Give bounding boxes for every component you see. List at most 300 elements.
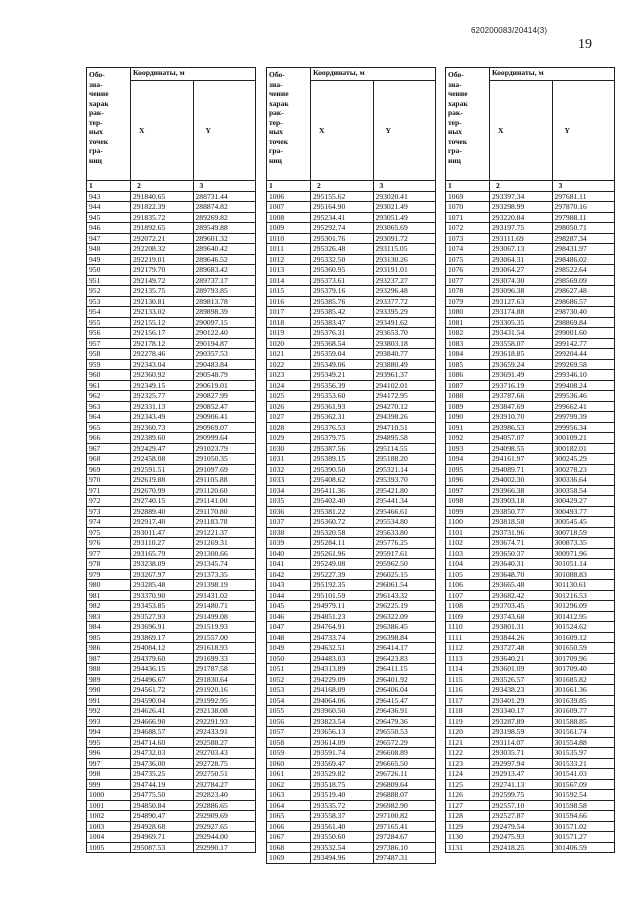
y-coordinate: 299204.44 <box>552 349 615 360</box>
point-id: 1064 <box>267 800 311 811</box>
column-number: 3 <box>373 181 436 192</box>
point-id: 1069 <box>446 191 490 202</box>
y-coordinate: 293115.05 <box>373 244 436 255</box>
x-coordinate: 293535.72 <box>311 800 374 811</box>
point-id: 1053 <box>267 685 311 696</box>
point-id: 981 <box>87 590 131 601</box>
y-coordinate: 298486.02 <box>552 254 615 265</box>
y-coordinate: 292291.93 <box>193 716 256 727</box>
point-id: 1082 <box>446 328 490 339</box>
table-row <box>267 590 436 601</box>
x-coordinate: 295326.48 <box>311 244 374 255</box>
table-row <box>267 548 436 559</box>
x-coordinate: 294850.84 <box>131 800 194 811</box>
table-row <box>87 475 256 486</box>
x-coordinate: 295292.74 <box>311 223 374 234</box>
column-number: 2 <box>490 181 553 192</box>
table-row <box>267 643 436 654</box>
point-id: 1016 <box>267 296 311 307</box>
point-id: 1028 <box>267 422 311 433</box>
table-row <box>87 380 256 391</box>
y-coordinate: 292886.65 <box>193 800 256 811</box>
table-row <box>267 601 436 612</box>
table-row <box>446 769 615 780</box>
y-coordinate: 292784.27 <box>193 779 256 790</box>
x-coordinate: 295332.50 <box>311 254 374 265</box>
point-id: 1034 <box>267 485 311 496</box>
y-coordinate: 292433.91 <box>193 727 256 738</box>
x-coordinate: 293648.70 <box>490 569 553 580</box>
y-header: Y <box>552 81 615 181</box>
point-id: 952 <box>87 286 131 297</box>
point-id: 985 <box>87 632 131 643</box>
table-row <box>87 338 256 349</box>
point-id: 988 <box>87 664 131 675</box>
table-row <box>267 569 436 580</box>
y-coordinate: 298686.57 <box>552 296 615 307</box>
y-coordinate: 293803.18 <box>373 338 436 349</box>
point-id: 1051 <box>267 664 311 675</box>
point-id: 1010 <box>267 233 311 244</box>
point-id: 1116 <box>446 685 490 696</box>
x-coordinate: 293198.59 <box>490 727 553 738</box>
x-coordinate: 292889.40 <box>131 506 194 517</box>
x-coordinate: 295320.58 <box>311 527 374 538</box>
table-row <box>87 506 256 517</box>
y-coordinate: 296436.91 <box>373 706 436 717</box>
y-coordinate: 301685.82 <box>552 674 615 685</box>
y-coordinate: 301709.40 <box>552 664 615 675</box>
x-coordinate: 291835.72 <box>131 212 194 223</box>
table-row <box>446 569 615 580</box>
x-coordinate: 293903.18 <box>490 496 553 507</box>
table-row <box>267 202 436 213</box>
x-coordinate: 292527.87 <box>490 811 553 822</box>
y-coordinate: 293296.48 <box>373 286 436 297</box>
point-id: 1062 <box>267 779 311 790</box>
x-coordinate: 293453.85 <box>131 601 194 612</box>
point-id: 949 <box>87 254 131 265</box>
y-coordinate: 291992.95 <box>193 695 256 706</box>
y-coordinate: 299799.39 <box>552 412 615 423</box>
point-id: 1065 <box>267 811 311 822</box>
y-header: Y <box>193 81 256 181</box>
y-coordinate: 293395.29 <box>373 307 436 318</box>
table-row <box>87 275 256 286</box>
point-id: 989 <box>87 674 131 685</box>
table-row <box>446 559 615 570</box>
x-coordinate: 293370.90 <box>131 590 194 601</box>
point-id: 1035 <box>267 496 311 507</box>
table-row <box>267 485 436 496</box>
y-coordinate: 293840.77 <box>373 349 436 360</box>
y-coordinate: 291141.00 <box>193 496 256 507</box>
y-coordinate: 293020.41 <box>373 191 436 202</box>
x-coordinate: 293966.38 <box>490 485 553 496</box>
y-coordinate: 291120.60 <box>193 485 256 496</box>
y-coordinate: 294398.26 <box>373 412 436 423</box>
y-coordinate: 291499.08 <box>193 611 256 622</box>
x-coordinate: 291892.65 <box>131 223 194 234</box>
y-coordinate: 289813.78 <box>193 296 256 307</box>
y-coordinate: 291269.31 <box>193 538 256 549</box>
x-coordinate: 293340.17 <box>490 706 553 717</box>
point-id: 1085 <box>446 359 490 370</box>
table-row <box>267 443 436 454</box>
point-label-header: Обо- зна- чение харак рак- тер- ных точек гра- ниц <box>87 68 131 181</box>
point-id: 1039 <box>267 538 311 549</box>
x-coordinate: 295373.61 <box>311 275 374 286</box>
x-coordinate: 295402.40 <box>311 496 374 507</box>
table-row <box>267 412 436 423</box>
y-coordinate: 298869.84 <box>552 317 615 328</box>
y-coordinate: 291431.02 <box>193 590 256 601</box>
point-id: 1006 <box>267 191 311 202</box>
y-coordinate: 296888.07 <box>373 790 436 801</box>
table-row <box>87 212 256 223</box>
point-id: 997 <box>87 758 131 769</box>
table-row <box>87 349 256 360</box>
table-row <box>267 307 436 318</box>
y-coordinate: 292588.27 <box>193 737 256 748</box>
x-header: X <box>311 81 374 181</box>
y-coordinate: 299346.10 <box>552 370 615 381</box>
y-coordinate: 299269.58 <box>552 359 615 370</box>
x-coordinate: 294979.11 <box>311 601 374 612</box>
x-coordinate: 295411.36 <box>311 485 374 496</box>
y-coordinate: 300182.01 <box>552 443 615 454</box>
table-row <box>446 433 615 444</box>
table-row <box>267 580 436 591</box>
x-coordinate: 295261.96 <box>311 548 374 559</box>
table-row <box>446 622 615 633</box>
y-coordinate: 296726.11 <box>373 769 436 780</box>
point-id: 1025 <box>267 391 311 402</box>
point-id: 1046 <box>267 611 311 622</box>
point-id: 1048 <box>267 632 311 643</box>
table-row <box>446 716 615 727</box>
y-coordinate: 296414.17 <box>373 643 436 654</box>
point-id: 1104 <box>446 559 490 570</box>
point-id: 1075 <box>446 254 490 265</box>
point-id: 1036 <box>267 506 311 517</box>
table-row <box>446 790 615 801</box>
document-code: 620200083/20414(3) <box>471 26 548 35</box>
x-coordinate: 292278.46 <box>131 349 194 360</box>
y-coordinate: 295962.50 <box>373 559 436 570</box>
header-row <box>267 68 436 81</box>
point-id: 1031 <box>267 454 311 465</box>
y-coordinate: 289601.32 <box>193 233 256 244</box>
x-coordinate: 292343.04 <box>131 359 194 370</box>
y-coordinate: 297284.67 <box>373 832 436 843</box>
coordinates-table-3 <box>445 67 615 853</box>
table-row <box>267 632 436 643</box>
y-coordinate: 301609.12 <box>552 632 615 643</box>
table-row <box>267 811 436 822</box>
y-coordinate: 300245.29 <box>552 454 615 465</box>
y-coordinate: 291830.64 <box>193 674 256 685</box>
point-id: 1087 <box>446 380 490 391</box>
page-number: 19 <box>578 37 592 52</box>
table-row <box>87 265 256 276</box>
x-header: X <box>131 81 194 181</box>
table-row <box>267 559 436 570</box>
x-coordinate: 294057.07 <box>490 433 553 444</box>
point-id: 946 <box>87 223 131 234</box>
x-coordinate: 294851.23 <box>311 611 374 622</box>
x-coordinate: 292179.70 <box>131 265 194 276</box>
table-row <box>87 433 256 444</box>
x-coordinate: 293267.97 <box>131 569 194 580</box>
table-row <box>267 758 436 769</box>
y-coordinate: 298627.48 <box>552 286 615 297</box>
y-coordinate: 295917.61 <box>373 548 436 559</box>
point-id: 1011 <box>267 244 311 255</box>
y-coordinate: 291221.37 <box>193 527 256 538</box>
x-coordinate: 292155.12 <box>131 317 194 328</box>
x-coordinate: 292740.15 <box>131 496 194 507</box>
x-coordinate: 293591.74 <box>311 748 374 759</box>
y-coordinate: 296665.50 <box>373 758 436 769</box>
x-coordinate: 294590.04 <box>131 695 194 706</box>
point-id: 1081 <box>446 317 490 328</box>
point-id: 1117 <box>446 695 490 706</box>
point-id: 1107 <box>446 590 490 601</box>
point-id: 973 <box>87 506 131 517</box>
x-coordinate: 293526.57 <box>490 674 553 685</box>
coordinates-header: Координаты, м <box>490 68 615 81</box>
table-row <box>446 538 615 549</box>
point-id: 1129 <box>446 821 490 832</box>
table-row <box>446 706 615 717</box>
y-coordinate: 301535.97 <box>552 748 615 759</box>
point-id: 1066 <box>267 821 311 832</box>
point-id: 1019 <box>267 328 311 339</box>
table-row <box>87 422 256 433</box>
point-id: 995 <box>87 737 131 748</box>
table-row <box>87 559 256 570</box>
y-coordinate: 301533.21 <box>552 758 615 769</box>
x-coordinate: 294002.30 <box>490 475 553 486</box>
table-row <box>267 496 436 507</box>
y-coordinate: 301554.88 <box>552 737 615 748</box>
x-coordinate: 293550.60 <box>311 832 374 843</box>
y-coordinate: 300429.27 <box>552 496 615 507</box>
y-coordinate: 292750.51 <box>193 769 256 780</box>
table-row <box>267 265 436 276</box>
table-row <box>87 454 256 465</box>
table-row <box>87 622 256 633</box>
x-coordinate: 295234.41 <box>311 212 374 223</box>
point-id: 1037 <box>267 517 311 528</box>
point-id: 1118 <box>446 706 490 717</box>
table-row <box>446 800 615 811</box>
x-coordinate: 295087.53 <box>131 842 194 853</box>
y-coordinate: 291618.93 <box>193 643 256 654</box>
y-coordinate: 291373.35 <box>193 569 256 580</box>
x-coordinate: 293844.26 <box>490 632 553 643</box>
column-number: 2 <box>131 181 194 192</box>
x-coordinate: 295387.56 <box>311 443 374 454</box>
y-coordinate: 291787.58 <box>193 664 256 675</box>
point-id: 951 <box>87 275 131 286</box>
x-coordinate: 292997.94 <box>490 758 553 769</box>
y-coordinate: 301609.77 <box>552 706 615 717</box>
y-coordinate: 298050.71 <box>552 223 615 234</box>
y-coordinate: 299536.46 <box>552 391 615 402</box>
point-id: 1030 <box>267 443 311 454</box>
table-row <box>267 475 436 486</box>
x-coordinate: 292072.21 <box>131 233 194 244</box>
table-row <box>446 832 615 843</box>
point-id: 975 <box>87 527 131 538</box>
x-coordinate: 293494.96 <box>311 853 374 864</box>
table-row <box>87 496 256 507</box>
point-id: 1078 <box>446 286 490 297</box>
column-number: 1 <box>87 181 131 192</box>
y-coordinate: 301561.74 <box>552 727 615 738</box>
y-coordinate: 291023.79 <box>193 443 256 454</box>
table-row <box>446 632 615 643</box>
y-coordinate: 301216.53 <box>552 590 615 601</box>
x-coordinate: 295385.42 <box>311 307 374 318</box>
y-coordinate: 293653.70 <box>373 328 436 339</box>
y-coordinate: 297386.10 <box>373 842 436 853</box>
point-id: 1094 <box>446 454 490 465</box>
table-row <box>446 338 615 349</box>
y-coordinate: 299662.41 <box>552 401 615 412</box>
table-row <box>446 370 615 381</box>
y-coordinate: 297988.11 <box>552 212 615 223</box>
point-id: 978 <box>87 559 131 570</box>
x-coordinate: 295390.50 <box>311 464 374 475</box>
point-id: 1070 <box>446 202 490 213</box>
y-coordinate: 291050.35 <box>193 454 256 465</box>
x-header: X <box>490 81 553 181</box>
x-coordinate: 293569.47 <box>311 758 374 769</box>
point-id: 1047 <box>267 622 311 633</box>
table-row <box>446 349 615 360</box>
table-row <box>446 527 615 538</box>
point-id: 1073 <box>446 233 490 244</box>
x-coordinate: 293518.75 <box>311 779 374 790</box>
column-number-row <box>446 181 615 192</box>
y-coordinate: 299142.77 <box>552 338 615 349</box>
point-id: 1096 <box>446 475 490 486</box>
y-coordinate: 292909.69 <box>193 811 256 822</box>
y-coordinate: 293065.69 <box>373 223 436 234</box>
table-row <box>446 664 615 675</box>
table-row <box>446 223 615 234</box>
table-row <box>267 674 436 685</box>
y-coordinate: 288874.82 <box>193 202 256 213</box>
x-coordinate: 292670.99 <box>131 485 194 496</box>
point-id: 1101 <box>446 527 490 538</box>
y-coordinate: 294270.12 <box>373 401 436 412</box>
table-row <box>446 454 615 465</box>
point-id: 968 <box>87 454 131 465</box>
point-id: 1012 <box>267 254 311 265</box>
point-id: 1029 <box>267 433 311 444</box>
point-id: 964 <box>87 412 131 423</box>
table-row <box>446 191 615 202</box>
table-row <box>267 611 436 622</box>
table-row <box>267 244 436 255</box>
table-row <box>446 328 615 339</box>
y-coordinate: 298431.97 <box>552 244 615 255</box>
x-coordinate: 293197.75 <box>490 223 553 234</box>
table-row <box>446 685 615 696</box>
table-row <box>87 632 256 643</box>
y-coordinate: 301661.36 <box>552 685 615 696</box>
table-row <box>87 601 256 612</box>
x-coordinate: 293656.13 <box>311 727 374 738</box>
table-row <box>267 380 436 391</box>
table-row <box>87 821 256 832</box>
y-coordinate: 292138.08 <box>193 706 256 717</box>
x-coordinate: 293696.91 <box>131 622 194 633</box>
y-coordinate: 295776.25 <box>373 538 436 549</box>
table-row <box>446 391 615 402</box>
y-coordinate: 290906.41 <box>193 412 256 423</box>
point-id: 957 <box>87 338 131 349</box>
point-id: 1059 <box>267 748 311 759</box>
table-row <box>87 769 256 780</box>
x-coordinate: 294688.57 <box>131 727 194 738</box>
table-row <box>267 349 436 360</box>
point-id: 944 <box>87 202 131 213</box>
point-id: 1014 <box>267 275 311 286</box>
y-coordinate: 291398.19 <box>193 580 256 591</box>
x-coordinate: 295349.06 <box>311 359 374 370</box>
x-coordinate: 293220.84 <box>490 212 553 223</box>
point-id: 1068 <box>267 842 311 853</box>
x-coordinate: 292325.77 <box>131 391 194 402</box>
y-coordinate: 296572.29 <box>373 737 436 748</box>
column-number: 1 <box>446 181 490 192</box>
point-id: 1072 <box>446 223 490 234</box>
point-id: 954 <box>87 307 131 318</box>
table-row <box>267 664 436 675</box>
x-coordinate: 293682.42 <box>490 590 553 601</box>
x-coordinate: 293064.27 <box>490 265 553 276</box>
x-coordinate: 295101.59 <box>311 590 374 601</box>
table-row <box>267 191 436 202</box>
x-coordinate: 294168.09 <box>311 685 374 696</box>
y-coordinate: 290548.79 <box>193 370 256 381</box>
point-id: 1079 <box>446 296 490 307</box>
y-coordinate: 293377.72 <box>373 296 436 307</box>
x-coordinate: 294084.12 <box>131 643 194 654</box>
table-row <box>267 653 436 664</box>
x-coordinate: 294732.03 <box>131 748 194 759</box>
x-coordinate: 295383.47 <box>311 317 374 328</box>
point-id: 982 <box>87 601 131 612</box>
coordinates-table-1 <box>86 67 256 853</box>
y-coordinate: 293051.49 <box>373 212 436 223</box>
x-coordinate: 293665.48 <box>490 580 553 591</box>
y-coordinate: 296415.47 <box>373 695 436 706</box>
table-row <box>87 254 256 265</box>
x-coordinate: 293691.49 <box>490 370 553 381</box>
x-coordinate: 295376.31 <box>311 328 374 339</box>
x-coordinate: 294313.89 <box>311 664 374 675</box>
point-id: 1121 <box>446 737 490 748</box>
point-id: 992 <box>87 706 131 717</box>
y-coordinate: 290999.64 <box>193 433 256 444</box>
x-coordinate: 295359.04 <box>311 349 374 360</box>
